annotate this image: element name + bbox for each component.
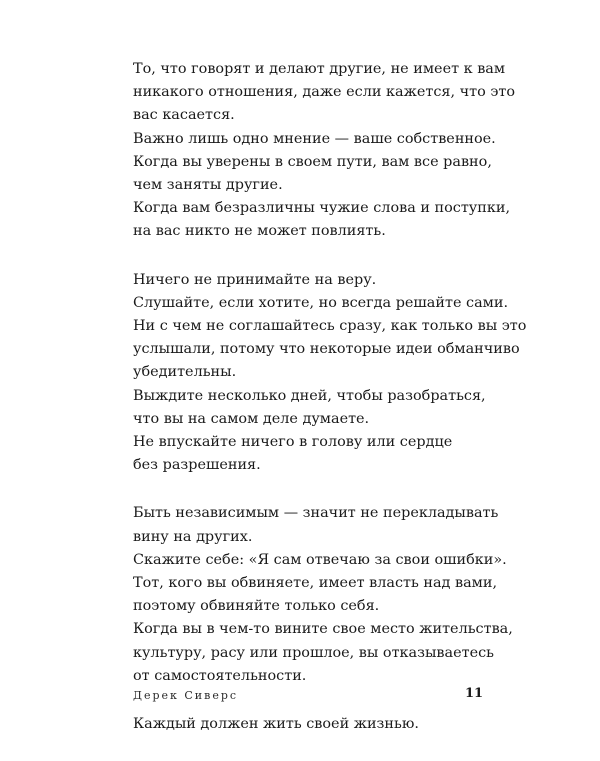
- text-line: Тот, кого вы обвиняете, имеет власть над вами,: [133, 575, 498, 592]
- paragraph-3: [133, 502, 573, 688]
- text-line: Не впускайте ничего в голову или сердце: [133, 434, 453, 451]
- text-line: Быть независимым — значит не перекладывать: [133, 505, 499, 522]
- text-line: никакого отношения, даже если кажется, что это: [133, 84, 516, 101]
- page-number: 11: [465, 686, 484, 701]
- page-body-text: [133, 58, 573, 761]
- text-line: чем заняты другие.: [133, 177, 283, 194]
- text-line: Когда вы уверены в своем пути, вам все равно,: [133, 153, 492, 170]
- text-line: То, что говорят и делают другие, не имеет к вам: [133, 61, 506, 77]
- text-line: услышали, потому что некоторые идеи обманчиво: [133, 341, 520, 358]
- text-line: Ничего не принимайте на веру.: [133, 271, 377, 288]
- text-line: на вас никто не может повлиять.: [133, 223, 386, 240]
- text-line: Выждите несколько дней, чтобы разобраться,: [133, 387, 486, 404]
- text-line: вас касается.: [133, 107, 235, 124]
- text-line: поэтому обвиняйте только себя.: [133, 598, 380, 615]
- text-line: Скажите себе: «Я сам отвечаю за свои ошибки».: [133, 551, 507, 568]
- running-footer-author: Дерек Сиверс: [133, 689, 239, 702]
- text-line: Важно лишь одно мнение — ваше собственное.: [133, 130, 496, 147]
- text-line: что вы на самом деле думаете.: [133, 410, 370, 427]
- text-line: без разрешения.: [133, 457, 261, 474]
- text-line: Когда вы в чем-то вините свое место жительства,: [133, 621, 513, 638]
- text-line: Слушайте, если хотите, но всегда решайте сами.: [133, 294, 509, 311]
- paragraph-2: [133, 269, 573, 478]
- text-line: убедительны.: [133, 364, 237, 381]
- text-line: Ни с чем не соглашайтесь сразу, как только вы это: [133, 318, 527, 335]
- paragraph-4: [133, 713, 573, 736]
- text-line: культуру, расу или прошлое, вы отказываетесь: [133, 644, 495, 661]
- text-line: Когда вам безразличны чужие слова и поступки,: [133, 200, 511, 217]
- text-line: вину на других.: [133, 528, 253, 545]
- paragraph-1: [133, 58, 573, 244]
- text-line: от самостоятельности.: [133, 667, 307, 684]
- text-line: Каждый должен жить своей жизнью.: [133, 716, 419, 733]
